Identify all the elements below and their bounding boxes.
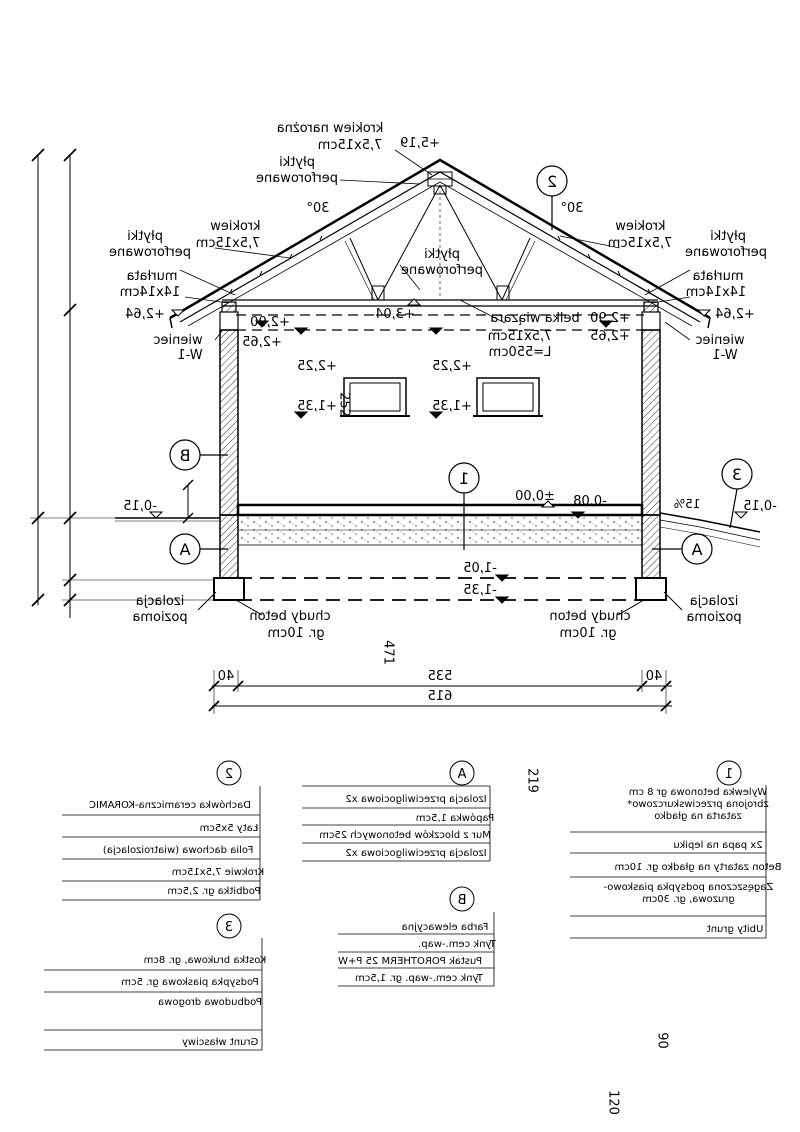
label-plytki-right-2: perforowane — [685, 245, 767, 260]
floor-slab — [115, 505, 760, 547]
label-window-right-bottom: +1,35 — [432, 399, 472, 414]
label-belka-size: 7,5x15cm — [487, 329, 553, 344]
label-window-right-top: +2,25 — [432, 359, 472, 374]
label-wieniec-left-2: W-1 — [177, 348, 203, 363]
label-plytki-top: płytki — [279, 155, 315, 170]
label-slope: 15% — [673, 497, 701, 511]
legend-2-row-1: Dachówka ceramiczna-KORAMIC — [89, 800, 251, 811]
label-lvl-265-right: +2,65 — [590, 329, 630, 344]
legend-1-row-1: Wylewka betonowa gr 8 cm zbrojona przeciwskurczowo* zatarta na gładko — [627, 787, 769, 822]
label-krokiew-left: krokiew — [210, 219, 261, 234]
dim-219: 219 — [524, 768, 540, 793]
label-chudy-right: chudy beton — [549, 609, 631, 624]
label-krokiew-left-size: 7,5x15cm — [195, 236, 261, 251]
marker-a-left-label: A — [179, 540, 191, 559]
legend-layer-2 — [62, 761, 264, 900]
label-minus-015-right: -0,15 — [743, 499, 777, 514]
legend-b-row-3: Pustak POROTHERM 25 P+W — [338, 956, 483, 967]
legend-2-marker: 2 — [224, 767, 234, 782]
label-chudy-left-2: gr. 10cm — [267, 626, 325, 641]
label-minus-008: -0,08 — [573, 494, 607, 509]
legend-b-row-2: Tynk cem.-wap. — [418, 939, 496, 950]
label-lvl-135: -1,35 — [463, 583, 497, 598]
marker-1-label: 1 — [458, 469, 470, 488]
label-chudy-right-2: gr. 10cm — [559, 626, 617, 641]
legend-3-marker: 3 — [224, 920, 234, 935]
label-murlata-left-2: 14x14cm — [119, 285, 181, 300]
dim-252: 252 — [336, 392, 352, 417]
label-lvl-290-left: +2,90 — [250, 315, 290, 330]
label-plytki-mid: płytki — [424, 247, 460, 262]
legend-a-row-2: Papówka 1,5cm — [415, 813, 495, 824]
label-plytki-left: płytki — [127, 229, 163, 244]
label-window-left-top: +2,25 — [297, 359, 337, 374]
label-wieniec-left: wieniec — [153, 333, 203, 348]
legend-1-row-5: Ubity grunt — [706, 924, 764, 935]
legend-3-row-4: Grunt własciwy — [181, 1037, 259, 1048]
label-zero-level: ±0,00 — [515, 489, 555, 504]
label-chudy-left: chudy beton — [249, 609, 331, 624]
label-minus-015-left: -0,15 — [123, 499, 157, 514]
legend-3-row-2: Podsypka piaskowa gr. 5cm — [121, 977, 259, 988]
label-lvl-290-right: +2,90 — [590, 311, 630, 326]
label-krokiew-narozna-size: 7,5x15cm — [317, 138, 383, 153]
label-eave-left: +2,64 — [125, 307, 165, 322]
legend-b-row-1: Farba elewacyjna — [401, 922, 489, 933]
legend-a-marker: A — [457, 767, 467, 782]
legend-a-row-4: Izolacja przeciwilgociowa x2 — [345, 848, 487, 859]
legend-layer-3 — [44, 914, 266, 1050]
legend-layer-a — [302, 761, 494, 861]
marker-b-label: B — [179, 446, 191, 465]
label-ridge-level: +5,19 — [400, 136, 440, 151]
dim-535: 535 — [427, 669, 453, 684]
dim-120: 120 — [605, 1090, 621, 1115]
label-plytki-left-2: perforowane — [109, 245, 191, 260]
label-belka-length: L=550cm — [488, 345, 552, 360]
label-izolacja-left-2: pozioma — [132, 610, 188, 625]
legend-layer-1 — [570, 761, 782, 938]
legend-a-row-3: Mur z bloczków betonowych 25cm — [319, 830, 491, 841]
dim-40-right: 40 — [645, 669, 663, 684]
label-wieniec-right-2: W-1 — [712, 348, 738, 363]
dim-471: 471 — [380, 640, 396, 665]
legend-2-row-4: Krokwie 7,5x15cm — [171, 867, 265, 878]
level-lines — [236, 315, 644, 600]
label-murlata-right: murłata — [692, 269, 744, 284]
legend-b-marker: B — [457, 893, 467, 908]
label-window-left-bottom: +1,35 — [297, 399, 337, 414]
marker-2-label: 2 — [546, 172, 558, 191]
dim-90: 90 — [654, 1032, 670, 1049]
dim-615: 615 — [427, 689, 453, 704]
label-lvl-265-left: +2,65 — [242, 335, 282, 350]
legend-1-marker: 1 — [724, 767, 734, 782]
label-izolacja-right: izolacja — [689, 594, 739, 609]
label-angle-right: 30° — [560, 201, 584, 216]
legend-3-row-3: Podbudowa drogowa — [158, 997, 262, 1008]
legend-2-row-3: Folia dachowa (wiatroizolacja) — [102, 845, 254, 856]
label-wieniec-right: wieniec — [695, 333, 745, 348]
label-izolacja-left: izolacja — [135, 594, 185, 609]
marker-3-label: 3 — [731, 465, 743, 484]
legend-a-row-1: Izolacja przeciwilgociowa x2 — [345, 794, 487, 805]
legend-1-row-4: Zagęszczona podsypka piaskowo-gruzowa, gr. 30cm — [603, 882, 774, 905]
legend-layer-b — [338, 887, 497, 986]
label-plytki-right: płytki — [710, 229, 746, 244]
label-krokiew-right-size: 7,5x15cm — [607, 236, 673, 251]
label-plytki-mid-2: perforowane — [401, 263, 483, 278]
legend-b-row-4: Tynk cem.-wap. gr. 1,5cm — [354, 973, 484, 984]
label-murlata-right-2: 14x14cm — [685, 285, 747, 300]
legend-1-row-3: Beton zatarty na gładko gr. 10cm — [614, 862, 782, 873]
label-lvl-304: +3,04 — [375, 307, 415, 322]
label-krokiew-right: krokiew — [615, 219, 666, 234]
label-murlata-left: murłata — [126, 269, 178, 284]
marker-a-right-label: A — [691, 540, 703, 559]
label-angle-left: 30° — [306, 201, 330, 216]
label-krokiew-narozna: krokiew narożna — [276, 121, 384, 136]
dim-40-left: 40 — [217, 669, 235, 684]
label-eave-right: +2,64 — [715, 307, 755, 322]
legend-2-row-5: Podbitka gr. 2,5cm — [167, 886, 261, 897]
label-lvl-105: -1,05 — [463, 561, 497, 576]
label-plytki-top-2: perforowane — [256, 171, 338, 186]
legend-3-row-1: Kostka brukowa, gr. 8cm — [143, 955, 267, 966]
legend-2-row-2: Łaty 5x5cm — [199, 823, 259, 834]
label-belka: belka wiązara — [490, 311, 580, 326]
legend-1-row-2: 2x papa na lepiku — [673, 840, 763, 851]
label-izolacja-right-2: pozioma — [686, 610, 742, 625]
